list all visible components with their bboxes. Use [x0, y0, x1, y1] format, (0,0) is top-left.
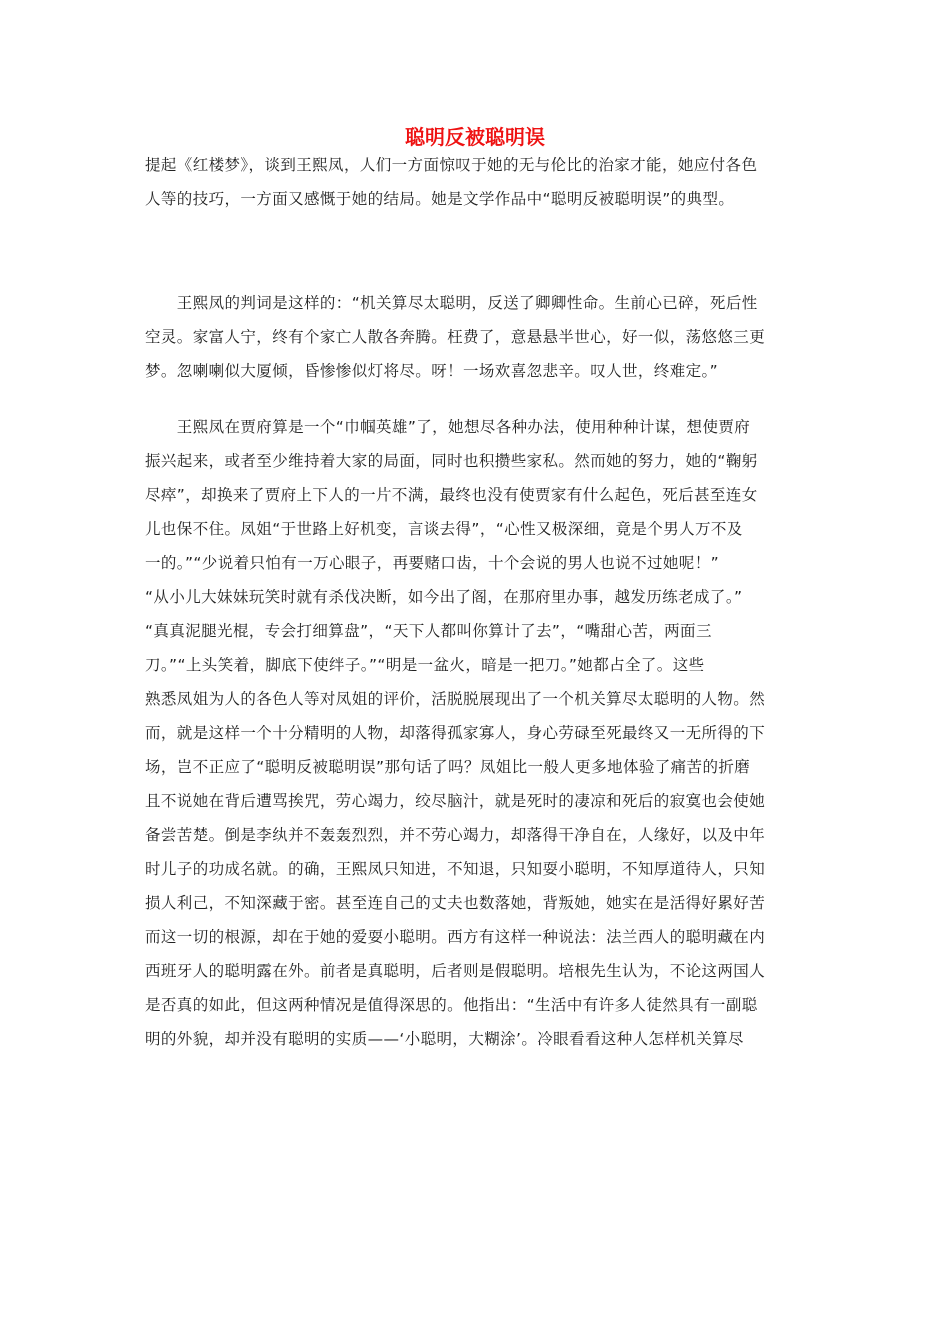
text-line: 人等的技巧，一方面又感慨于她的结局。她是文学作品中“聪明反被聪明误”的典型。 [145, 190, 735, 208]
text-line: 明的外貌，却并没有聪明的实质——‘小聪明，大糊涂’。冷眼看看这种人怎样机关算尽 [145, 1030, 744, 1048]
text-line: 而这一切的根源，却在于她的爱耍小聪明。西方有这样一种说法：法兰西人的聪明藏在内 [145, 928, 766, 946]
document-title: 聪明反被聪明误 [405, 125, 545, 149]
text-line: 熟悉凤姐为人的各色人等对凤姐的评价，活脱脱展现出了一个机关算尽太聪明的人物。然 [145, 690, 766, 708]
paragraph-intro [145, 148, 805, 216]
text-line: 刀。”“上头笑着，脚底下使绊子。”“明是一盆火，暗是一把刀。”她都占全了。这些 [145, 656, 705, 674]
text-line: 且不说她在背后遭骂挨咒，劳心竭力，绞尽脑汁，就是死时的凄凉和死后的寂寞也会使她 [145, 792, 766, 810]
text-line: 梦。忽喇喇似大厦倾，昏惨惨似灯将尽。呀！一场欢喜忽悲辛。叹人世，终难定。” [145, 362, 719, 380]
text-line: 提起《红楼梦》，谈到王熙凤，人们一方面惊叹于她的无与伦比的治家才能，她应付各色 [145, 156, 758, 174]
text-line: 备尝苦楚。倒是李纨并不轰轰烈烈，并不劳心竭力，却落得干净自在，人缘好，以及中年 [145, 826, 766, 844]
text-line: 是否真的如此，但这两种情况是值得深思的。他指出：“生活中有许多人徒然具有一副聪 [145, 996, 758, 1014]
paragraph-analysis [145, 410, 805, 1056]
paragraph-judgment-verse [145, 286, 805, 388]
text-line: 一的。”“少说着只怕有一万心眼子，再要赌口齿，十个会说的男人也说不过她呢！” [145, 554, 720, 572]
text-line: 场，岂不正应了“聪明反被聪明误”那句话了吗？凤姐比一般人更多地体验了痛苦的折磨 [145, 758, 751, 776]
text-line: 尽瘁”，却换来了贾府上下人的一片不满，最终也没有使贾家有什么起色，死后甚至连女 [145, 486, 758, 504]
text-line: 王熙凤的判词是这样的：“机关算尽太聪明，反送了卿卿性命。生前心已碎，死后性 [145, 294, 758, 312]
text-line: 西班牙人的聪明露在外。前者是真聪明，后者则是假聪明。培根先生认为，不论这两国人 [145, 962, 766, 980]
text-line: “真真泥腿光棍，专会打细算盘”，“天下人都叫你算计了去”，“嘴甜心苦，两面三 [145, 622, 712, 640]
text-line: 损人利己，不知深藏于密。甚至连自己的丈夫也数落她，背叛她，她实在是活得好累好苦 [145, 894, 766, 912]
text-line: 空灵。家富人宁，终有个家亡人散各奔腾。枉费了，意悬悬半世心，好一似，荡悠悠三更 [145, 328, 766, 346]
text-line: 时儿子的功成名就。的确，王熙凤只知进，不知退，只知耍小聪明，不知厚道待人，只知 [145, 860, 766, 878]
text-line: 儿也保不住。凤姐“于世路上好机变，言谈去得”，“心性又极深细，竟是个男人万不及 [145, 520, 743, 538]
text-line: “从小儿大妹妹玩笑时就有杀伐决断，如今出了阁，在那府里办事，越发历练老成了。” [145, 588, 743, 606]
text-line: 王熙凤在贾府算是一个“巾帼英雄”了，她想尽各种办法，使用种种计谋，想使贾府 [145, 418, 751, 436]
text-line: 而，就是这样一个十分精明的人物，却落得孤家寡人，身心劳碌至死最终又一无所得的下 [145, 724, 766, 742]
text-line: 振兴起来，或者至少维持着大家的局面，同时也积攒些家私。然而她的努力，她的“鞠躬 [145, 452, 758, 470]
